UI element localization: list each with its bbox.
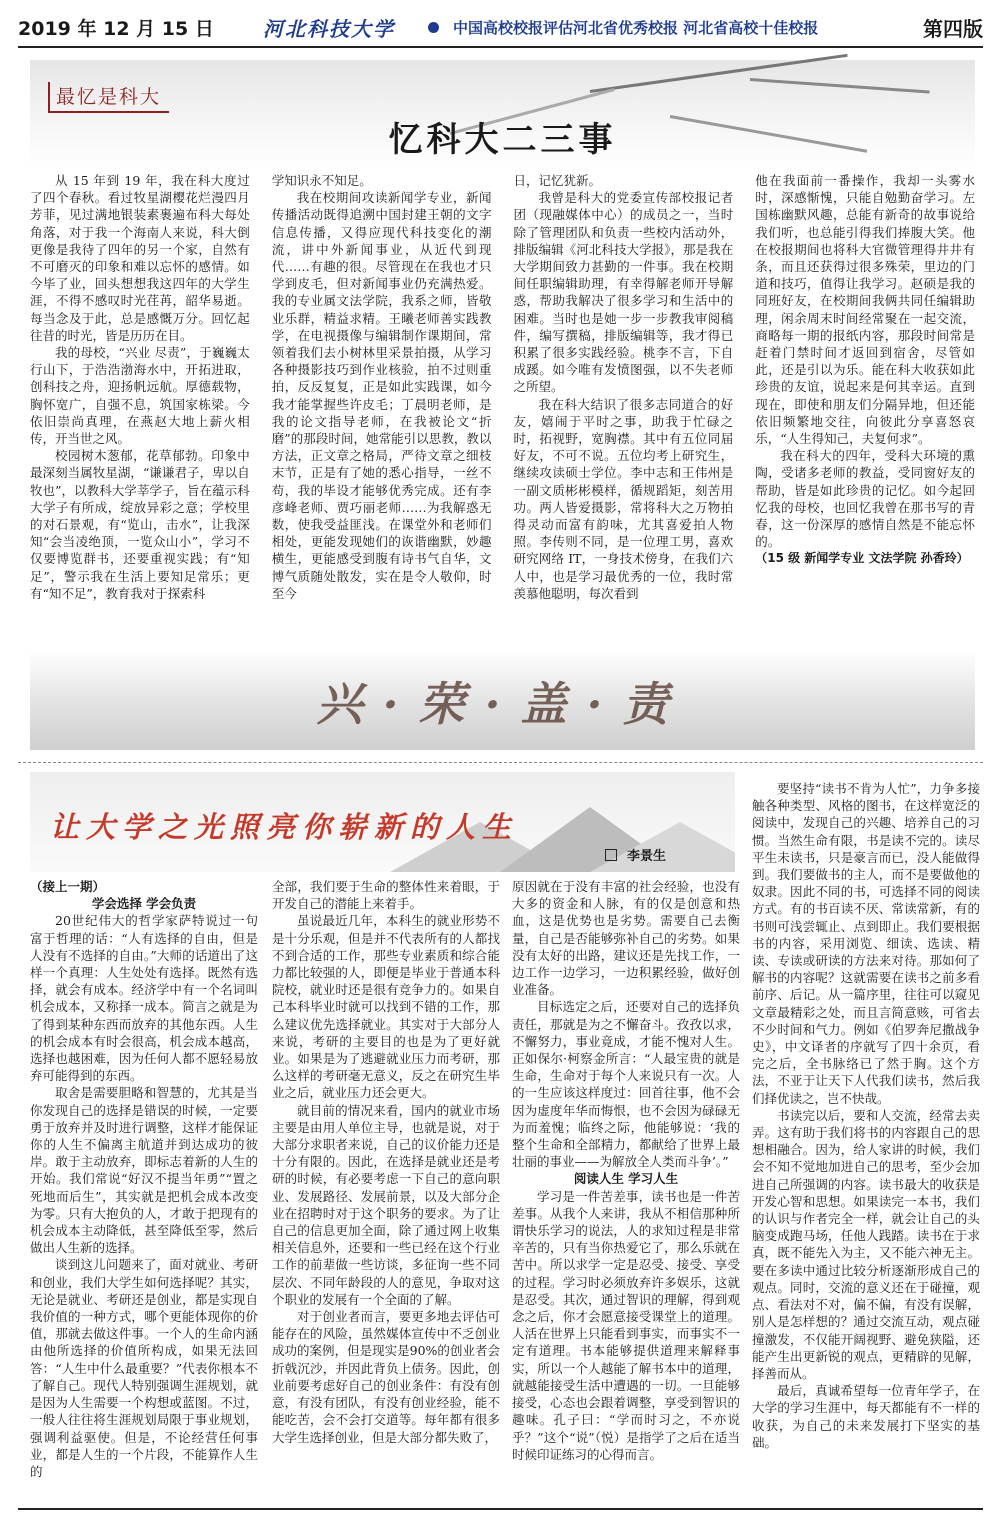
subheading: 阅读人生 学习人生 (573, 1171, 679, 1187)
paper-motto: 中国高校校报评估河北省优秀校报 河北省高校十佳校报 (453, 18, 819, 37)
edition-label: 第四版 (923, 16, 983, 41)
article2-column-2 (272, 878, 500, 1503)
decorative-calligraphy: 兴·荣·盖·责 (316, 677, 689, 731)
issue-date: 2019 年 12 月 15 日 (18, 17, 214, 40)
article-memoir (30, 60, 975, 750)
text-column (272, 172, 492, 682)
author-byline: （15 级 新闻学专业 文法学院 孙香玲） (755, 551, 969, 566)
bullet-dot-icon (428, 22, 439, 33)
paragraph: 谈到这儿问题来了，面对就业、考研和创业，我们大学生如何选择呢？其实，无论是就业、考研还是创业，都是实现自我价值的一种方式，哪个更能体现你的价值，那就去做这件事。一个人的生命内涵由他所选择的价值所构成，如果无法回答：“人生中什么最重要？”代表你根本不了解自己。现代人特别强调生涯规划，就是因为人生需要一个构想或蓝图。不过，一般人往往将生涯规划局限于事业规划，强调利益驱使。但是，不论经营任何事业，都是人生的一个片段，不能算作人生的 (30, 1257, 258, 1479)
paragraph: 就目前的情况来看，国内的就业市场主要是由用人单位主导，也就是说，对于大部分求职者来说，自己的议价能力还是十分有限的。因此，在选择是就业还是考研的时候，有必要考虑一下自己的意向职业、发展路径、发展前景，以及大部分企业在招聘时对于这个职务的要求。为了让自己的信息更加全面，除了通过网上收集相关信息外，还要和一些已经在这个行业工作的前辈做一些访谈，多征询一些不同层次、不同年龄段的人的意见，争取对这个职业的发展有一个全面的了解。 (272, 1102, 500, 1307)
paragraph: 对于创业者而言，要更多地去评估可能存在的风险，虽然媒体宣传中不乏创业成功的案例，但是现实是90%的创业者会折戟沉沙，并因此背负上债务。因此，创业前要考虑好自己的创业条件：有没有创意，有没有团队，有没有创业经验，能不能吃苦，会不会打交道等。每年都有很多大学生选择创业，但是大部分都失败了， (272, 1309, 500, 1445)
paragraph: 原因就在于没有丰富的社会经验，也没有大多的资金和人脉，有的仅是创意和热血，这是优势也是劣势。需要自己去衡量，自己是否能够弥补自己的劣势。如果没有太好的出路，建议还是先找工作，一边工作一边学习，一边积累经验，做好创业准备。 (512, 879, 740, 998)
paragraph: 学习是一件苦差事，读书也是一件苦差事。从我个人来讲，我从不相信那种所谓快乐学习的说法，人的求知过程是非常辛苦的，只有当你热爱它了，那么乐就在苦中。所以求学一定是忍受、接受、享受的过程。学习时必须放弃许多娱乐，这就是忍受。其次，通过智识的理解，得到观念之后，你才会愿意接受课堂上的道理。人活在世界上只能看到事实，而事实不一定有道理。书本能够提供道理来解释事实，所以一个人越能了解书本中的道理，就越能接受生活中遭遇的一切。一旦能够接受，心态也会跟着调整，享受到智识的趣味。孔子曰：“学而时习之，不亦说乎？”这个“说”（悦）是指学了之后在适当时候印证练习的心得而言。 (512, 1188, 740, 1462)
paragraph: 最后，真诚希望每一位青年学子，在大学的学习生涯中，每天都能有不一样的收获，为自己的未来发展打下坚实的基础。 (752, 1383, 980, 1450)
paragraph: 目标选定之后，还要对自己的选择负责任，那就是为之不懈奋斗。孜孜以求，不懈努力，事业竟成，才能不愧对人生。正如保尔·柯察金所言：“人最宝贵的就是生命，生命对于每个人来说只有一次。人的一生应该这样度过：回首往事，他不会因为虚度年华而悔恨，也不会因为碌碌无为而羞愧；临终之际，他能够说：‘我的整个生命和全部精力，都献给了世界上最壮丽的事业——为解放全人类而斗争’。” (512, 999, 740, 1170)
paragraph: 我的母校，“兴业 尽责”，于巍巍太行山下，于浩浩渤海水中，开拓进取，创科技之舟，迎扬帆远航。厚德载物，胸怀宽广，自强不息，筑国家栋梁。今依旧崇尚真理，在燕赵大地上薪火相传，开当世之风。 (30, 345, 250, 447)
masthead (18, 10, 983, 44)
paragraph: 书读完以后，要和人交流，经常去卖弄。这有助于我们将书的内容跟自己的思想相融合。因为，给人家讲的时候，我们会不知不觉地加进自己的思考，至少会加进自己所强调的内容。读书最大的收获是开发心智和思想。如果读完一本书，我们的认识与作者完全一样，就会让自己的头脑变成跑马场，任他人践踏。读书在于求真，既不能先入为主，又不能六神无主。要在多读中通过比较分析逐渐形成自己的观点。同时，交流的意义还在于碰撞，观点、看法对不对，偏不偏，有没有误解，别人是怎样想的？通过交流互动，观点碰撞激发，不仅能开阔视野、避免狭隘，还能产生出更新锐的观点，更精辟的见解，择善而从。 (752, 1107, 980, 1381)
paragraph: 我曾是科大的党委宣传部校报记者团（现融媒体中心）的成员之一，当时除了管理团队和负责一些校内活动外，排版编辑《河北科技大学报》，那是我在大学期间致力甚勤的一件事。我在校期间任职编辑助理，有幸得解老师开导解惑，帮助我解决了很多学习和生活中的困难。当时也是她一步一步教我审阅稿件，编写撰稿，排版编辑等，我才得已积累了很多实践经验。桃李不言，下自成蹊。如今唯有发愤图强，以不失老师之所望。 (513, 190, 734, 395)
paragraph: 我在科大的四年，受科大环境的熏陶，受诸多老师的教益，受同窗好友的帮助，皆是如此珍贵的记忆。如今起回忆我的母校，也回忆我曾在那书写的青春，这一份深厚的感情自然是不能忘怀的。 (755, 448, 975, 550)
paragraph: 我在科大结识了很多志同道合的好友，嬉闹于平时之事，助我于忙碌之时，拓视野，宽胸襟。其中有五位同届好友，不可不说。五位均考上研究生，继续攻读硕士学位。李中志和王伟州是一副文质彬彬模样，循规蹈矩，刻苦用功。两人皆爱摄影，常将科大之万物拍得灵动而富有韵味，尤其喜爱拍人物照。李传则不同，是一位理工男，喜欢研究网络 IT，一身技术傍身，在我们六人中，也是学习最优秀的一位，我时常羡慕他聪明，每次看到 (513, 396, 734, 601)
paragraph: 要坚持“读书不肯为人忙”，力争多接触各种类型、风格的图书，在这样宽泛的阅读中，发现自己的兴趣、培养自己的习惯。当然生命有限，书是读不完的。读尽平生未读书，只是豪言而已，没人能做得到。我们要做书的主人，而不是要做他的奴隶。因此不同的书，可选择不同的阅读方式。有的书百读不厌、常读常新，有的书则可浅尝辄止、点到即止。我们要根据书的内容，采用浏览、细读、选读、精读、专读或研读的方法来对待。那如何了解书的内容呢？这就需要在读书之前多看前序、后记。从一篇序里，往往可以窥见文章最精彩之处，而且言简意赅，可省去不少时间和气力。例如《伯罗奔尼撒战争史》，中文译者的序就写了四十余页，看完之后，全书脉络已了然于胸。这个方法，不亚于让天下人代我们读书，然后我们择优读之，岂不快哉。 (752, 781, 980, 1106)
text-column (30, 172, 250, 682)
paragraph: 全部，我们要于生命的整体性来着眼，于开发自己的潜能上来着手。 (272, 879, 500, 912)
square-icon (605, 849, 617, 861)
paragraph: 校园树木葱郁，花草郁勃。印象中最深刻当属牧星湖，“谦谦君子，卑以自牧也”，以教科大学莘学子，旨在蕴示科大学子有所成，绽放异彩之意；学校里的对石景观，有“览山，击水”，让我深知“会当凌绝顶，一览众山小”，学习不仅要博览群书，还要重视实践；有“知足”，警示我在生活上要知足常乐；更有“知不足”，教育我对于探索科 (30, 448, 250, 601)
article-body (30, 172, 975, 682)
column-tag: 最忆是科大 (48, 82, 169, 113)
article2-column-4 (752, 780, 980, 1505)
paragraph: 学知识永不知足。 (271, 173, 372, 188)
paragraph: 取舍是需要胆略和智慧的，尤其是当你发现自己的选择是错误的时候，一定要勇于放弃并及时进行调整，这样才能保证你的人生不偏离主航道并到达成功的彼岸。敢于主动放弃，即标志着新的人生的开始。我们常说“好汉不提当年勇”“置之死地而后生”，其实就是把机会成本改变为零。只有大抱负的人，才敢于把现有的机会成本主动降低，甚至降低至零，然后做出人生新的选择。 (30, 1085, 258, 1256)
article-title: 忆科大二三事 (388, 120, 617, 160)
paragraph: 日，记忆犹新。 (513, 173, 602, 188)
bottom-rule (18, 1508, 983, 1510)
paragraph: 20世纪伟大的哲学家萨特说过一句富于哲理的话：“人有选择的自由，但是人没有不选择的自由。”大师的话道出了这样一个真理：人生处处有选择。既然有选择，就会有成本。经济学中有一个名词叫机会成本，又称择一成本。简言之就是为了得到某种东西而放弃的其他东西。人生的机会成本有时会很高，机会成本越高，选择也越困难，因为任何人都不愿轻易放弃可能得到的东西。 (30, 913, 258, 1084)
text-column (755, 172, 975, 682)
article-title: 让大学之光照亮你崭新的人生 (50, 810, 519, 844)
article2-column-3 (512, 878, 740, 1503)
text-column (514, 172, 734, 682)
author-name: 李景生 (627, 849, 667, 864)
top-rule (18, 46, 983, 48)
paragraph: 虽说最近几年，本科生的就业形势不是十分乐观，但是并不代表所有的人都找不到合适的工作，那些专业素质和综合能力都比较强的人，即便是毕业于普通本科院校，就业时还是很有竞争力的。如果自己本科毕业时就可以找到不错的工作，那么建议优先选择就业。其实对于大部分人来说，考研的主要目的也是为了更好就业。如果是为了逃避就业压力而考研，那么这样的考研毫无意义，反之在研究生毕业之后，就业压力还会更大。 (272, 913, 500, 1101)
author-line (605, 845, 666, 864)
paragraph: 他在我面前一番操作，我却一头雾水时，深感惭愧，只能自勉勤奋学习。左国栋幽默风趣，总能有新奇的故事说给我们听，也总能引得我们捧腹大笑。他在校报期间也将科大官微管理得井井有条，而且还获得过很多殊荣，里边的门道和技巧，值得让我学习。赵硕是我的同班好友，在校期间我俩共同任编辑助理，闲余周末时间经常聚在一起交流，商略每一期的报纸内容，那段时间常是赶着门禁时间才返回到宿舍，尽管如此，还是引以为乐。能在科大收获如此珍贵的友谊，说起来是何其幸运。直到现在，即使和朋友们分隔异地，但还能依旧频繁地交往，向彼此分享喜怒哀乐，“人生得知己，夫复何求”。 (755, 173, 975, 447)
continued-note: （接上一期） (30, 879, 106, 894)
section-divider (18, 762, 983, 763)
subheading: 学会选择 学会负责 (91, 896, 197, 912)
article2-column-1 (30, 878, 258, 1503)
paragraph: 我在校期间攻读新闻学专业，新闻传播活动既得追溯中国封建王朝的文字信息传播，又得应现代科技变化的潮流，讲中外新闻事业，从近代到现代……有趣的很。尽管现在在我也才只学到皮毛，但对新闻事业仍充满热爱。我的专业属文法学院，我系之师，皆敬业乐群，精益求精。王曦老师善实践教学，在电视摄像与编辑制作课期间，常领着我们去小树林里采景拍摄，从学习各种摄影技巧到作业核验，拍不过则重拍，反反复复，正是如此实践课，如今我才能掌握些许皮毛；丁晨明老师，是我的论文指导老师，在我被论文“折磨”的那段时间，她常能引以思教，教以方法，正文章之格局，严待文章之细枝末节，正是有了她的悉心指导，一丝不苟，我的毕设才能够优秀完成。还有李彦峰老师、贾巧丽老师……为我解惑无数，使我受益匪浅。在课堂外和老师们相处，更能发现她们的诙谐幽默，妙趣横生，更能感受到腹有诗书气自华，文博气质随处散发，实在是令人敬仰，时至今 (271, 190, 492, 601)
paper-name-logo: 河北科技大学 (263, 16, 395, 41)
paragraph: 从 15 年到 19 年，我在科大度过了四个春秋。看过牧星湖樱花烂漫四月芳菲，见过满地银装素裹遍布科大每处角落，对于我一个海南人来说，科大倒更像是我待了四年的另一个家，自然有不可磨灭的印象和难以忘怀的感情。如今毕了业，回头想想我这四年的大学生涯，不得不感叹时光荏苒，韶华易逝。每当念及于此，总是感慨万分。回忆起往昔的时光，皆是历历在目。 (30, 173, 250, 343)
